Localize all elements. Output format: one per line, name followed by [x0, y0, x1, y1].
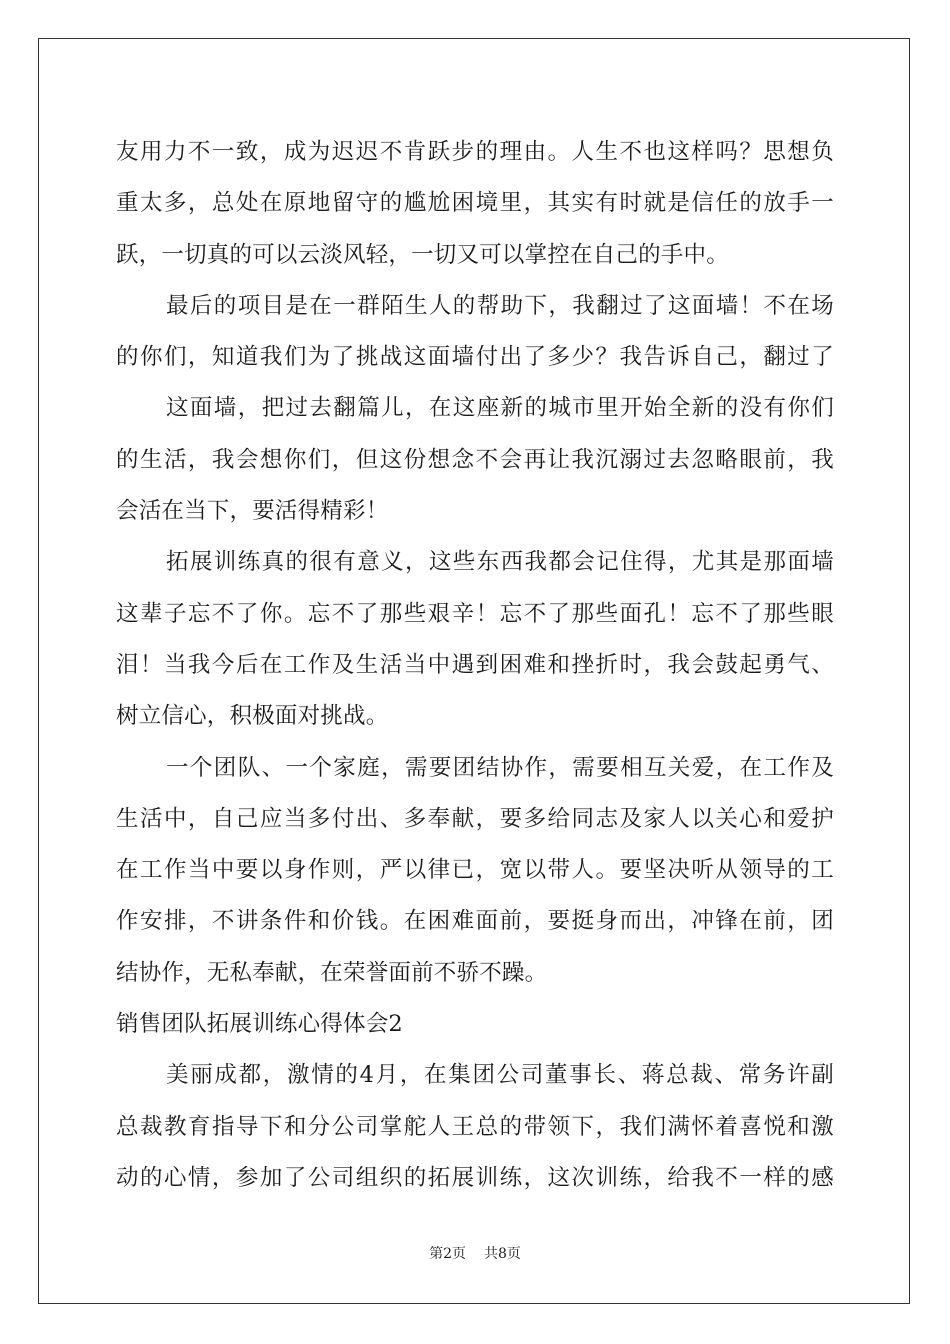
- text-line: 重太多，总处在原地留守的尴尬困境里，其实有时就是信任的放手一: [116, 190, 834, 217]
- text-line: 作安排，不讲条件和价钱。在困难面前，要挺身而出，冲锋在前，团: [116, 908, 834, 935]
- page-footer: [0, 1243, 950, 1263]
- text-line: 友用力不一致，成为迟迟不肯跃步的理由。人生不也这样吗？思想负: [116, 139, 834, 165]
- text-line: 美丽成都，激情的4月，在集团公司董事长、蒋总裁、常务许副: [166, 1062, 834, 1089]
- page-number-total: 共8页: [484, 1246, 521, 1262]
- text-line: 这辈子忘不了你。忘不了那些艰辛！忘不了那些面孔！忘不了那些眼: [116, 600, 834, 627]
- text-line: 会活在当下，要活得精彩！: [116, 498, 389, 525]
- text-line: 跃，一切真的可以云淡风轻，一切又可以掌控在自己的手中。: [116, 241, 729, 268]
- document-body: [116, 127, 834, 1204]
- text-line: 这面墙，把过去翻篇儿，在这座新的城市里开始全新的没有你们: [166, 395, 834, 422]
- text-line: 拓展训练真的很有意义，这些东西我都会记住得，尤其是那面墙: [166, 549, 834, 576]
- text-line: 最后的项目是在一群陌生人的帮助下，我翻过了这面墙！不在场: [166, 292, 834, 319]
- text-line: 树立信心，积极面对挑战。: [116, 703, 389, 730]
- text-line: 结协作，无私奉献，在荣誉面前不骄不躁。: [116, 959, 548, 986]
- text-line: 泪！当我今后在工作及生活当中遇到困难和挫折时，我会鼓起勇气、: [116, 651, 834, 678]
- text-line: 生活中，自己应当多付出、多奉献，要多给同志及家人以关心和爱护: [116, 805, 834, 832]
- text-line: 的生活，我会想你们，但这份想念不会再让我沉溺过去忽略眼前，我: [116, 446, 834, 473]
- text-line: 的你们，知道我们为了挑战这面墙付出了多少？我告诉自己，翻过了: [116, 344, 834, 371]
- section-heading: 销售团队拓展训练心得体会2: [116, 1011, 403, 1038]
- text-line: 动的心情，参加了公司组织的拓展训练，这次训练，给我不一样的感: [116, 1164, 834, 1191]
- text-line: 在工作当中要以身作则，严以律已，宽以带人。要坚决听从领导的工: [116, 857, 834, 884]
- text-line: 总裁教育指导下和分公司掌舵人王总的带领下，我们满怀着喜悦和激: [116, 1113, 834, 1140]
- text-line: 一个团队、一个家庭，需要团结协作，需要相互关爱，在工作及: [166, 754, 834, 781]
- page-number-current: 第2页: [429, 1246, 466, 1262]
